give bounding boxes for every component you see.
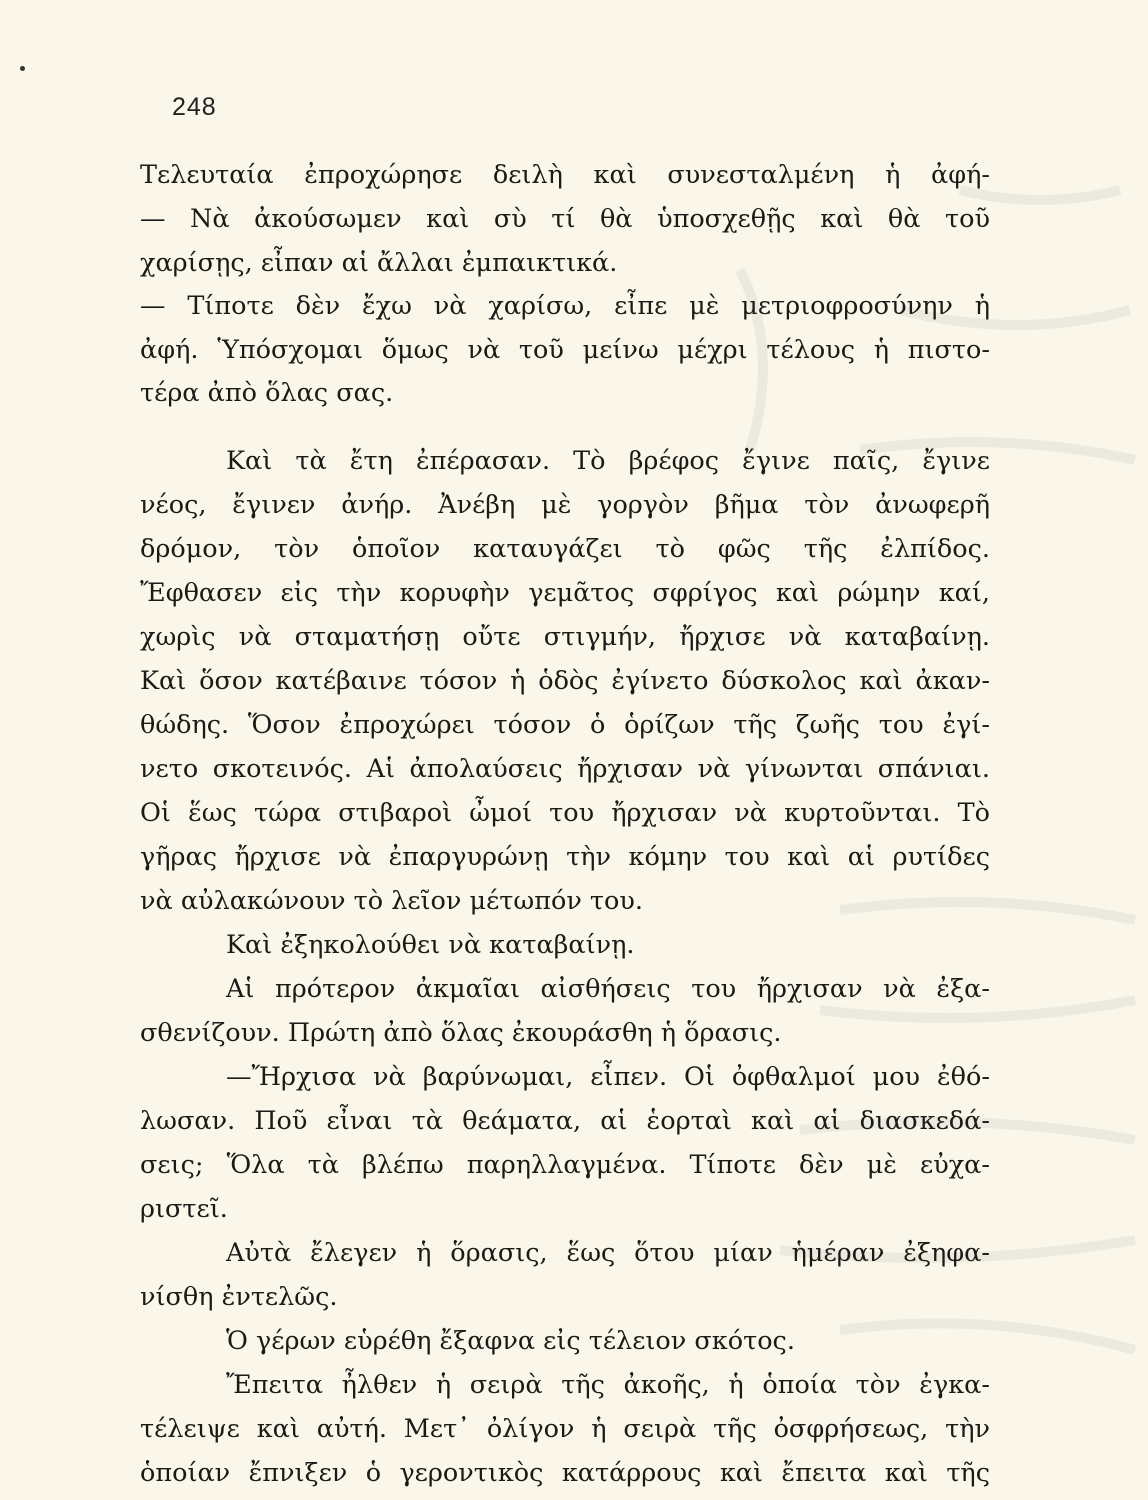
text-line: Ἔπειτα ἦλθεν ἡ σειρὰ τῆς ἀκοῆς, ἡ ὁποία τὸν ἐγκα- (226, 1370, 990, 1400)
page-number: 248 (172, 93, 217, 121)
text-line: τέρα ἀπὸ ὅλας σας. (140, 378, 394, 408)
text-line: — Νὰ ἀκούσωμεν καὶ σὺ τί θὰ ὑποσχεθῇς καὶ θὰ τοῦ (140, 204, 990, 234)
text-line: νὰ αὐλακώνουν τὸ λεῖον μέτωπόν του. (140, 886, 643, 916)
text-line: ριστεῖ. (140, 1194, 228, 1224)
text-line: ὁποίαν ἔπνιξεν ὁ γεροντικὸς κατάρρους καὶ ἔπειτα καὶ τῆς (140, 1458, 990, 1488)
text-line: ἀφή. Ὑπόσχομαι ὅμως νὰ τοῦ μείνω μέχρι τέλους ἡ πιστο- (140, 335, 990, 365)
text-line: — Τίποτε δὲν ἔχω νὰ χαρίσω, εἶπε μὲ μετριοφροσύνην ἡ (140, 291, 990, 321)
text-line: Αὐτὰ ἔλεγεν ἡ ὅρασις, ἕως ὅτου μίαν ἡμέραν ἐξηφα- (226, 1238, 990, 1268)
text-line: Ἔφθασεν εἰς τὴν κορυφὴν γεμᾶτος σφρίγος καὶ ρώμην καί, (140, 578, 990, 608)
text-line: Καὶ ὅσον κατέβαινε τόσον ἡ ὁδὸς ἐγίνετο δύσκολος καὶ ἀκαν- (140, 666, 990, 696)
text-line: Καὶ τὰ ἔτη ἐπέρασαν. Τὸ βρέφος ἔγινε παῖς, ἔγινε (226, 446, 990, 476)
text-line: νίσθη ἐντελῶς. (140, 1282, 338, 1312)
text-line: νετο σκοτεινός. Αἱ ἀπολαύσεις ἤρχισαν νὰ γίνωνται σπάνιαι. (140, 754, 990, 784)
text-line: Ὁ γέρων εὑρέθη ἔξαφνα εἰς τέλειον σκότος. (226, 1326, 795, 1356)
text-line: σθενίζουν. Πρώτη ἀπὸ ὅλας ἐκουράσθη ἡ ὅρασις. (140, 1018, 782, 1048)
text-line: Αἱ πρότερον ἀκμαῖαι αἰσθήσεις του ἤρχισαν νὰ ἐξα- (226, 974, 990, 1004)
text-line: Καὶ ἐξηκολούθει νὰ καταβαίνῃ. (226, 930, 635, 960)
text-line: —Ἤρχισα νὰ βαρύνωμαι, εἶπεν. Οἱ ὀφθαλμοί μου ἐθό- (226, 1062, 990, 1092)
text-line: δρόμον, τὸν ὁποῖον καταυγάζει τὸ φῶς τῆς ἐλπίδος. (140, 534, 990, 564)
text-line: λωσαν. Ποῦ εἶναι τὰ θεάματα, αἱ ἑορταὶ καὶ αἱ διασκεδά- (140, 1106, 990, 1136)
text-line: Τελευταία ἐπροχώρησε δειλὴ καὶ συνεσταλμένη ἡ ἀφή- (140, 160, 990, 190)
scan-speck (20, 66, 25, 71)
text-line: χαρίσῃς, εἶπαν αἱ ἄλλαι ἐμπαικτικά. (140, 248, 618, 278)
text-line: σεις; Ὅλα τὰ βλέπω παρηλλαγμένα. Τίποτε δὲν μὲ εὐχα- (140, 1150, 990, 1180)
text-line: Οἱ ἕως τώρα στιβαροὶ ὦμοί του ἤρχισαν νὰ κυρτοῦνται. Τὸ (140, 798, 990, 828)
text-line: τέλειψε καὶ αὐτή. Μετ᾽ ὀλίγον ἡ σειρὰ τῆς ὀσφρήσεως, τὴν (140, 1414, 990, 1444)
text-line: θώδης. Ὅσον ἐπροχώρει τόσον ὁ ὁρίζων τῆς ζωῆς του ἐγί- (140, 710, 990, 740)
text-line: νέος, ἔγινεν ἀνήρ. Ἀνέβη μὲ γοργὸν βῆμα τὸν ἀνωφερῆ (140, 490, 990, 520)
text-line: γῆρας ἤρχισε νὰ ἐπαργυρώνῃ τὴν κόμην του καὶ αἱ ρυτίδες (140, 842, 990, 872)
text-line: χωρὶς νὰ σταματήσῃ οὔτε στιγμήν, ἤρχισε νὰ καταβαίνῃ. (140, 622, 990, 652)
